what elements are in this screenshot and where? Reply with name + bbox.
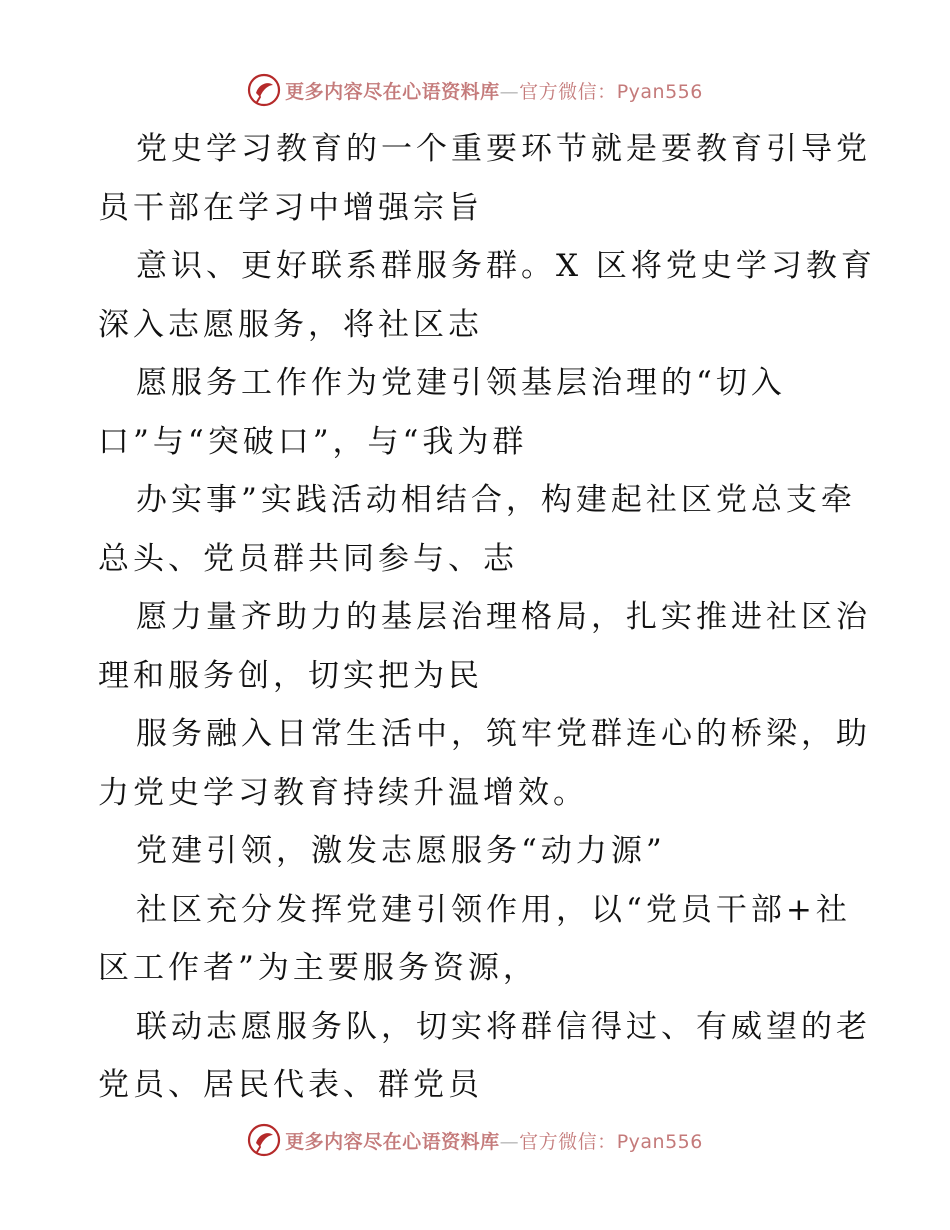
text-line: 区工作者”为主要服务资源， — [98, 950, 538, 986]
text-line: 口”与“突破口”，与“我为群 — [98, 423, 528, 460]
text-line: 深入志愿服务，将社区志 — [98, 306, 483, 343]
header-watermark-separator: — — [499, 80, 520, 103]
document-body — [98, 120, 876, 1115]
text-line: 服务融入日常生活中，筑牢党群连心的桥梁，助 — [136, 716, 871, 752]
header-wechat-id: Pyan556 — [616, 80, 703, 103]
text-line: 愿力量齐助力的基层治理格局，扎实推进社区治 — [136, 599, 871, 635]
text-line: 意识、更好联系群服务群。X 区将党史学习教育 — [136, 248, 876, 284]
text-line: 员干部在学习中增强宗旨 — [98, 189, 483, 226]
footer-watermark-separator: — — [499, 1130, 520, 1153]
text-line: 理和服务创，切实把为民 — [98, 657, 483, 694]
text-line: 办实事”实践活动相结合，构建起社区党总支牵 — [136, 482, 856, 518]
section-heading: 党建引领，激发志愿服务“动力源” — [136, 833, 666, 869]
footer-watermark-title: 更多内容尽在心语资料库 — [285, 1130, 500, 1153]
text-line: 愿服务工作作为党建引领基层治理的“切入 — [136, 365, 786, 401]
text-line: 力党史学习教育持续升温增效。 — [98, 774, 588, 811]
text-line: 社区充分发挥党建引领作用，以“党员干部+社 — [136, 891, 851, 928]
text-line: 联动志愿服务队，切实将群信得过、有威望的老 — [136, 1008, 871, 1045]
brand-logo-icon — [247, 73, 281, 107]
brand-logo-icon — [247, 1123, 281, 1157]
footer-wechat-label: 官方微信： — [519, 1130, 617, 1153]
header-watermark — [0, 70, 950, 110]
footer-watermark — [0, 1120, 950, 1160]
header-wechat-label: 官方微信： — [519, 80, 617, 103]
header-watermark-title: 更多内容尽在心语资料库 — [285, 80, 500, 103]
text-line: 党史学习教育的一个重要环节就是要教育引导党 — [136, 131, 871, 167]
text-line: 党员、居民代表、群党员 — [98, 1067, 483, 1103]
footer-wechat-id: Pyan556 — [616, 1130, 703, 1153]
text-line: 总头、党员群共同参与、志 — [98, 540, 518, 577]
